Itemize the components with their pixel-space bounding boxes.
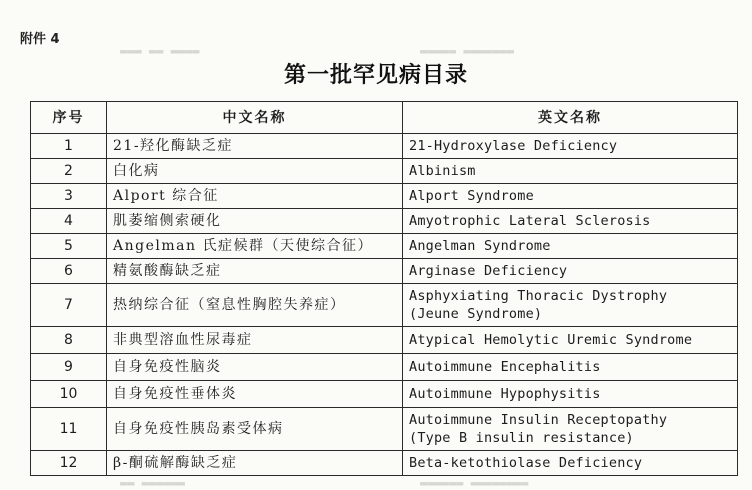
table-row (31, 259, 738, 284)
row-number: 9 (31, 354, 107, 381)
english-name (403, 159, 738, 184)
english-name-line: Arginase Deficiency (409, 263, 568, 279)
chinese-name: β-酮硫解酶缺乏症 (107, 451, 403, 476)
column-header-en: 英文名称 (403, 102, 738, 134)
english-name-line: (Type B insulin resistance) (409, 430, 634, 446)
english-name-line: Autoimmune Encephalitis (409, 359, 601, 375)
english-name-line: Albinism (409, 163, 476, 179)
row-number: 8 (31, 327, 107, 354)
english-name (403, 408, 738, 451)
chinese-name: 自身免疫性垂体炎 (107, 381, 403, 408)
english-name-line: Atypical Hemolytic Uremic Syndrome (409, 332, 693, 348)
english-name (403, 451, 738, 476)
bleed-through-mark: ▬▬▬▬▬▬ ▬▬▬▬▬▬▬▬ (420, 476, 529, 490)
chinese-name: 肌萎缩侧索硬化 (107, 209, 403, 234)
row-number: 12 (31, 451, 107, 476)
english-name (403, 234, 738, 259)
chinese-name: 自身免疫性胰岛素受体病 (107, 408, 403, 451)
bleed-through-mark: ▬▬▬ ▬▬ ▬▬▬▬ (120, 44, 200, 58)
chinese-name: 非典型溶血性尿毒症 (107, 327, 403, 354)
table-row (31, 327, 738, 354)
bleed-through-mark: ▬▬▬▬▬ ▬▬▬▬▬▬▬ (420, 44, 514, 58)
table-header-row (31, 102, 738, 134)
english-name (403, 284, 738, 327)
chinese-name: 自身免疫性脑炎 (107, 354, 403, 381)
english-name-line: Beta-ketothiolase Deficiency (409, 455, 643, 471)
chinese-name: 白化病 (107, 159, 403, 184)
english-name (403, 134, 738, 159)
row-number: 4 (31, 209, 107, 234)
table-row (31, 408, 738, 451)
english-name-line: Autoimmune Hypophysitis (409, 386, 601, 402)
english-name-line: Amyotrophic Lateral Sclerosis (409, 213, 651, 229)
row-number: 3 (31, 184, 107, 209)
column-header-cn: 中文名称 (107, 102, 403, 134)
english-name (403, 354, 738, 381)
chinese-name: 21-羟化酶缺乏症 (107, 134, 403, 159)
row-number: 6 (31, 259, 107, 284)
chinese-name: Alport 综合征 (107, 184, 403, 209)
table-row (31, 134, 738, 159)
bleed-through-mark: ▬▬ ▬▬▬▬▬▬ (120, 476, 186, 490)
table-row (31, 354, 738, 381)
english-name (403, 327, 738, 354)
english-name (403, 381, 738, 408)
row-number: 11 (31, 408, 107, 451)
row-number: 10 (31, 381, 107, 408)
table-row (31, 184, 738, 209)
document-title: 第一批罕见病目录 (283, 62, 468, 88)
english-name (403, 259, 738, 284)
chinese-name: 热纳综合征（窒息性胸腔失养症） (107, 284, 403, 327)
chinese-name: 精氨酸酶缺乏症 (107, 259, 403, 284)
english-name-line: (Jeune Syndrome) (409, 306, 543, 322)
english-name (403, 184, 738, 209)
english-name-line: Asphyxiating Thoracic Dystrophy (409, 288, 668, 304)
table-row (31, 209, 738, 234)
chinese-name: Angelman 氏症候群（天使综合征） (107, 234, 403, 259)
english-name (403, 209, 738, 234)
table-row (31, 451, 738, 476)
attachment-label: 附件 4 (20, 32, 60, 47)
table-row (31, 234, 738, 259)
table-row (31, 381, 738, 408)
row-number: 7 (31, 284, 107, 327)
row-number: 1 (31, 134, 107, 159)
column-header-no: 序号 (31, 102, 107, 134)
table-row (31, 284, 738, 327)
rare-disease-table (30, 101, 738, 476)
english-name-line: Alport Syndrome (409, 188, 534, 204)
english-name-line: Angelman Syndrome (409, 238, 551, 254)
english-name-line: Autoimmune Insulin Receptopathy (409, 412, 668, 428)
row-number: 5 (31, 234, 107, 259)
english-name-line: 21-Hydroxylase Deficiency (409, 138, 618, 154)
table-row (31, 159, 738, 184)
row-number: 2 (31, 159, 107, 184)
